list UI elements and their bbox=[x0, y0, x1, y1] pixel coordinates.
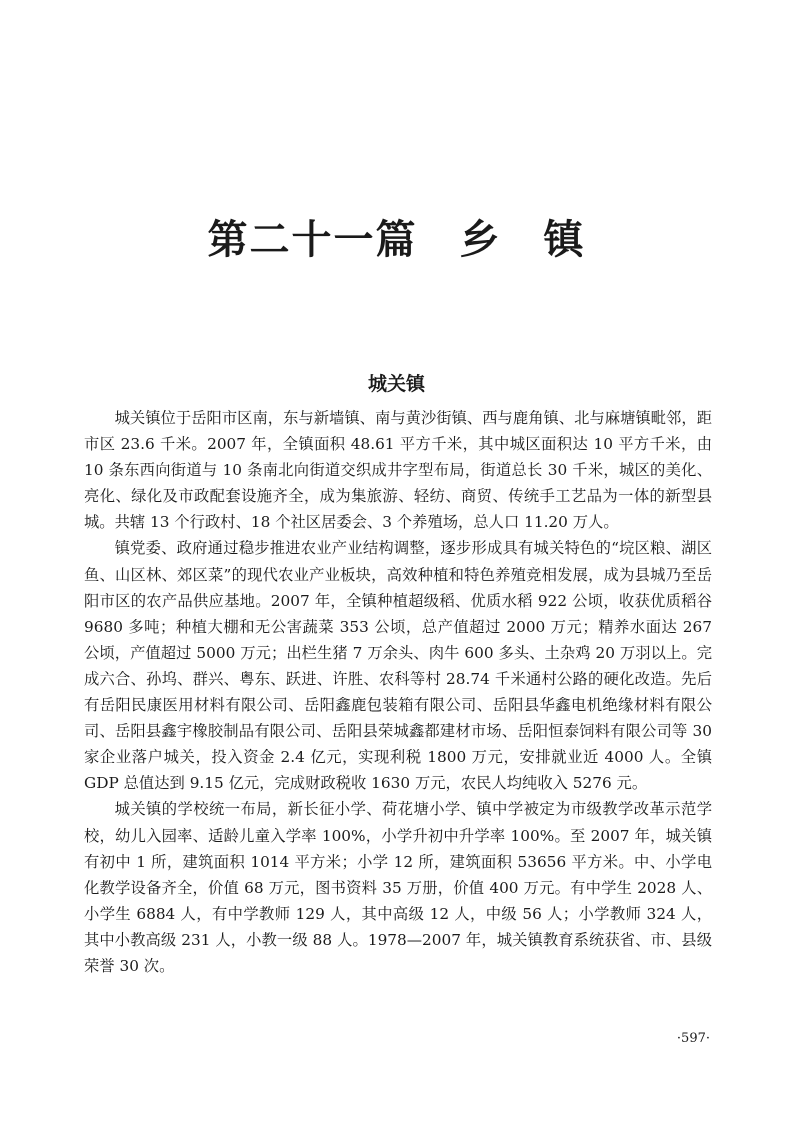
body-text bbox=[84, 405, 712, 979]
paragraph-economy: 镇党委、政府通过稳步推进农业产业结构调整，逐步形成具有城关特色的“垸区粮、湖区鱼、山区林、郊区菜”的现代农业产业板块，高效种植和特色养殖竞相发展，成为县城乃至岳阳市区的农产品供应基地。2007 年，全镇种植超级稻、优质水稻 922 公顷，收获优质稻谷 9680 多吨；种植大棚和无公害蔬菜 353 公顷，总产值超过 2000 万元；精养水面达 267 公顷，产值超过 5000 万元；出栏生猪 7 万余头、肉牛 600 多头、土杂鸡 20 万羽以上。完成六合、孙坞、群兴、粤东、跃进、许胜、农科等村 28.74 千米通村公路的硬化改造。先后有岳阳民康医用材料有限公司、岳阳鑫鹿包装箱有限公司、岳阳县华鑫电机绝缘材料有限公司、岳阳县鑫宇橡胶制品有限公司、岳阳县荣城鑫都建材市场、岳阳恒泰饲料有限公司等 30 家企业落户城关，投入资金 2.4 亿元，实现利税 1800 万元，安排就业近 4000 人。全镇 GDP 总值达到 9.15 亿元，完成财政税收 1630 万元，农民人均纯收入 5276 元。 bbox=[84, 539, 712, 793]
chapter-title: 第二十一篇 乡 镇 bbox=[207, 215, 586, 263]
paragraph-education: 城关镇的学校统一布局，新长征小学、荷花塘小学、镇中学被定为市级教学改革示范学校，幼儿入园率、适龄儿童入学率 100%，小学升初中升学率 100%。至 2007 年，城关镇有初中 1 所，建筑面积 1014 平方米；小学 12 所，建筑面积 53656 平方米。中、小学电化教学设备齐全，价值 68 万元，图书资料 35 万册，价值 400 万元。有中学生 2028 人、小学生 6884 人，有中学教师 129 人，其中高级 12 人，中级 56 人；小学教师 324 人，其中小教高级 231 人，小教一级 88 人。1978—2007 年，城关镇教育系统获省、市、县级荣誉 30 次。 bbox=[84, 800, 712, 975]
section-title: 城关镇 bbox=[367, 372, 425, 395]
paragraph-location: 城关镇位于岳阳市区南，东与新墙镇、南与黄沙街镇、西与鹿角镇、北与麻塘镇毗邻，距市区 23.6 千米。2007 年，全镇面积 48.61 平方千米，其中城区面积达 10 平方千米，由 10 条东西向街道与 10 条南北向街道交织成井字型布局，街道总长 30 千米，城区的美化、亮化、绿化及市政配套设施齐全，成为集旅游、轻纺、商贸、传统手工艺品为一体的新型县城。共辖 13 个行政村、18 个社区居委会、3 个养殖场，总人口 11.20 万人。 bbox=[84, 409, 712, 532]
page-number: ·597· bbox=[676, 1031, 710, 1046]
